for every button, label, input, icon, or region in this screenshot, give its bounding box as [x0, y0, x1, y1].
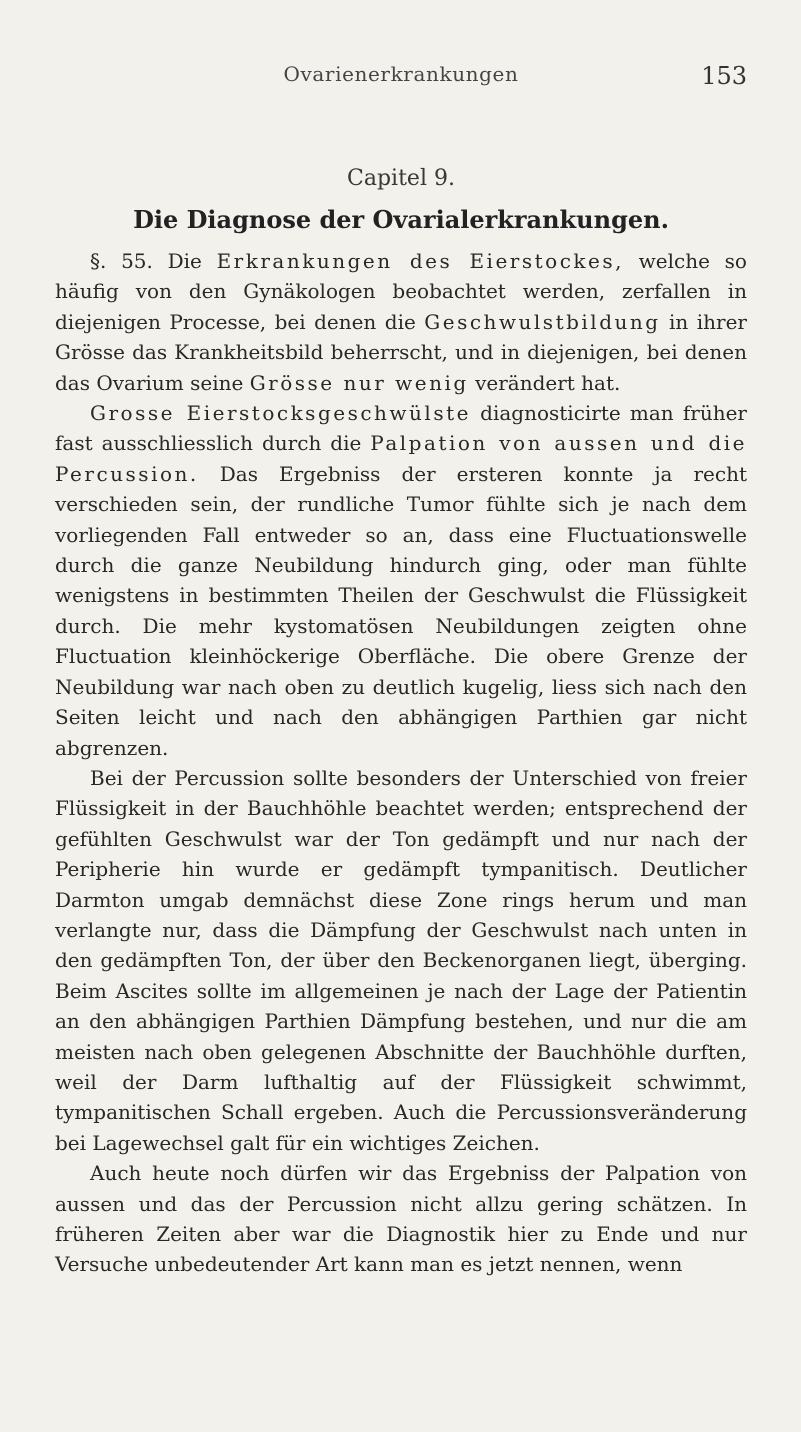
chapter-title: Die Diagnose der Ovarialerkrankungen. [133, 205, 669, 234]
running-header [55, 62, 747, 102]
paragraph-text: in ihrer Grösse das Krankheitsbild beherrscht, und in diejenigen, bei denen das Ovarium seine [55, 309, 747, 395]
paragraph-text: §. 55. Die [90, 249, 217, 273]
chapter-label: Capitel 9. [347, 166, 455, 191]
paragraph [55, 398, 747, 763]
paragraph [55, 1158, 747, 1280]
emphasized-text: Geschwulstbildung [424, 309, 661, 334]
page-number: 153 [701, 62, 747, 90]
body-text [55, 246, 747, 1280]
paragraph [55, 246, 747, 398]
running-title: Ovarienerkrankungen [283, 62, 519, 86]
emphasized-text: Grösse nur wenig [249, 370, 469, 395]
book-page [0, 62, 801, 1432]
emphasized-text: Erkrankungen des Eierstockes, [216, 249, 624, 273]
paragraph-text: Auch heute noch dürfen wir das Ergebniss der Palpation von aussen und das der Percussion nicht allzu gering schätzen. In früheren Zeiten aber war die Diagnostik hier zu Ende und nur Versuche unbedeutender Art kann man es jetzt nennen, wenn [55, 1161, 747, 1277]
paragraph-text: Das Ergebniss der ersteren konnte ja recht verschieden sein, der rundliche Tumor fühlte sich je nach dem vorliegenden Fall entweder so an, dass eine Fluctuationswelle durch die ganze Neubildung hindurch ging, oder man fühlte wenigstens in bestimmten Theilen der Geschwulst die Flüssigkeit durch. Die mehr kystomatösen Neubildungen zeigten ohne Fluctuation kleinhöckerige Oberfläche. Die obere Grenze der Neubildung war nach oben zu deutlich kugelig, liess sich nach den Seiten leicht und nach den abhängigen Parthien gar nicht abgrenzen. [55, 461, 747, 760]
paragraph-text: Bei der Percussion sollte besonders der Unterschied von freier Flüssigkeit in der Bauchhöhle beachtet werden; entsprechend der gefühlten Geschwulst war der Ton gedämpft und nur nach der Peripherie hin wurde er gedämpft tympanitisch. Deutlicher Darmton umgab demnächst diese Zone rings herum und man verlangte nur, dass die Dämpfung der Geschwulst nach unten in den gedämpften Ton, der über den Beckenorganen liegt, überging. Beim Ascites sollte im allgemeinen je nach der Lage der Patientin an den abhängigen Parthien Dämpfung bestehen, und nur die am meisten nach oben gelegenen Abschnitte der Bauchhöhle durften, weil der Darm lufthaltig auf der Flüssigkeit schwimmt, tympanitischen Schall ergeben. Auch die Percussionsveränderung bei Lagewechsel galt für ein wichtiges Zeichen. [55, 765, 747, 1155]
paragraph [55, 763, 747, 1158]
paragraph-text: welche so häufig von den Gynäkologen beobachtet werden, zerfallen in diejenigen Processe, bei denen die [55, 249, 747, 334]
paragraph-text: diagnosticirte man früher fast ausschliesslich durch die [55, 401, 747, 456]
emphasized-text: Grosse Eierstocksgeschwülste [90, 401, 471, 426]
paragraph-text: verändert hat. [468, 370, 621, 395]
emphasized-text: Palpation von aussen und die Percussion. [55, 431, 747, 486]
